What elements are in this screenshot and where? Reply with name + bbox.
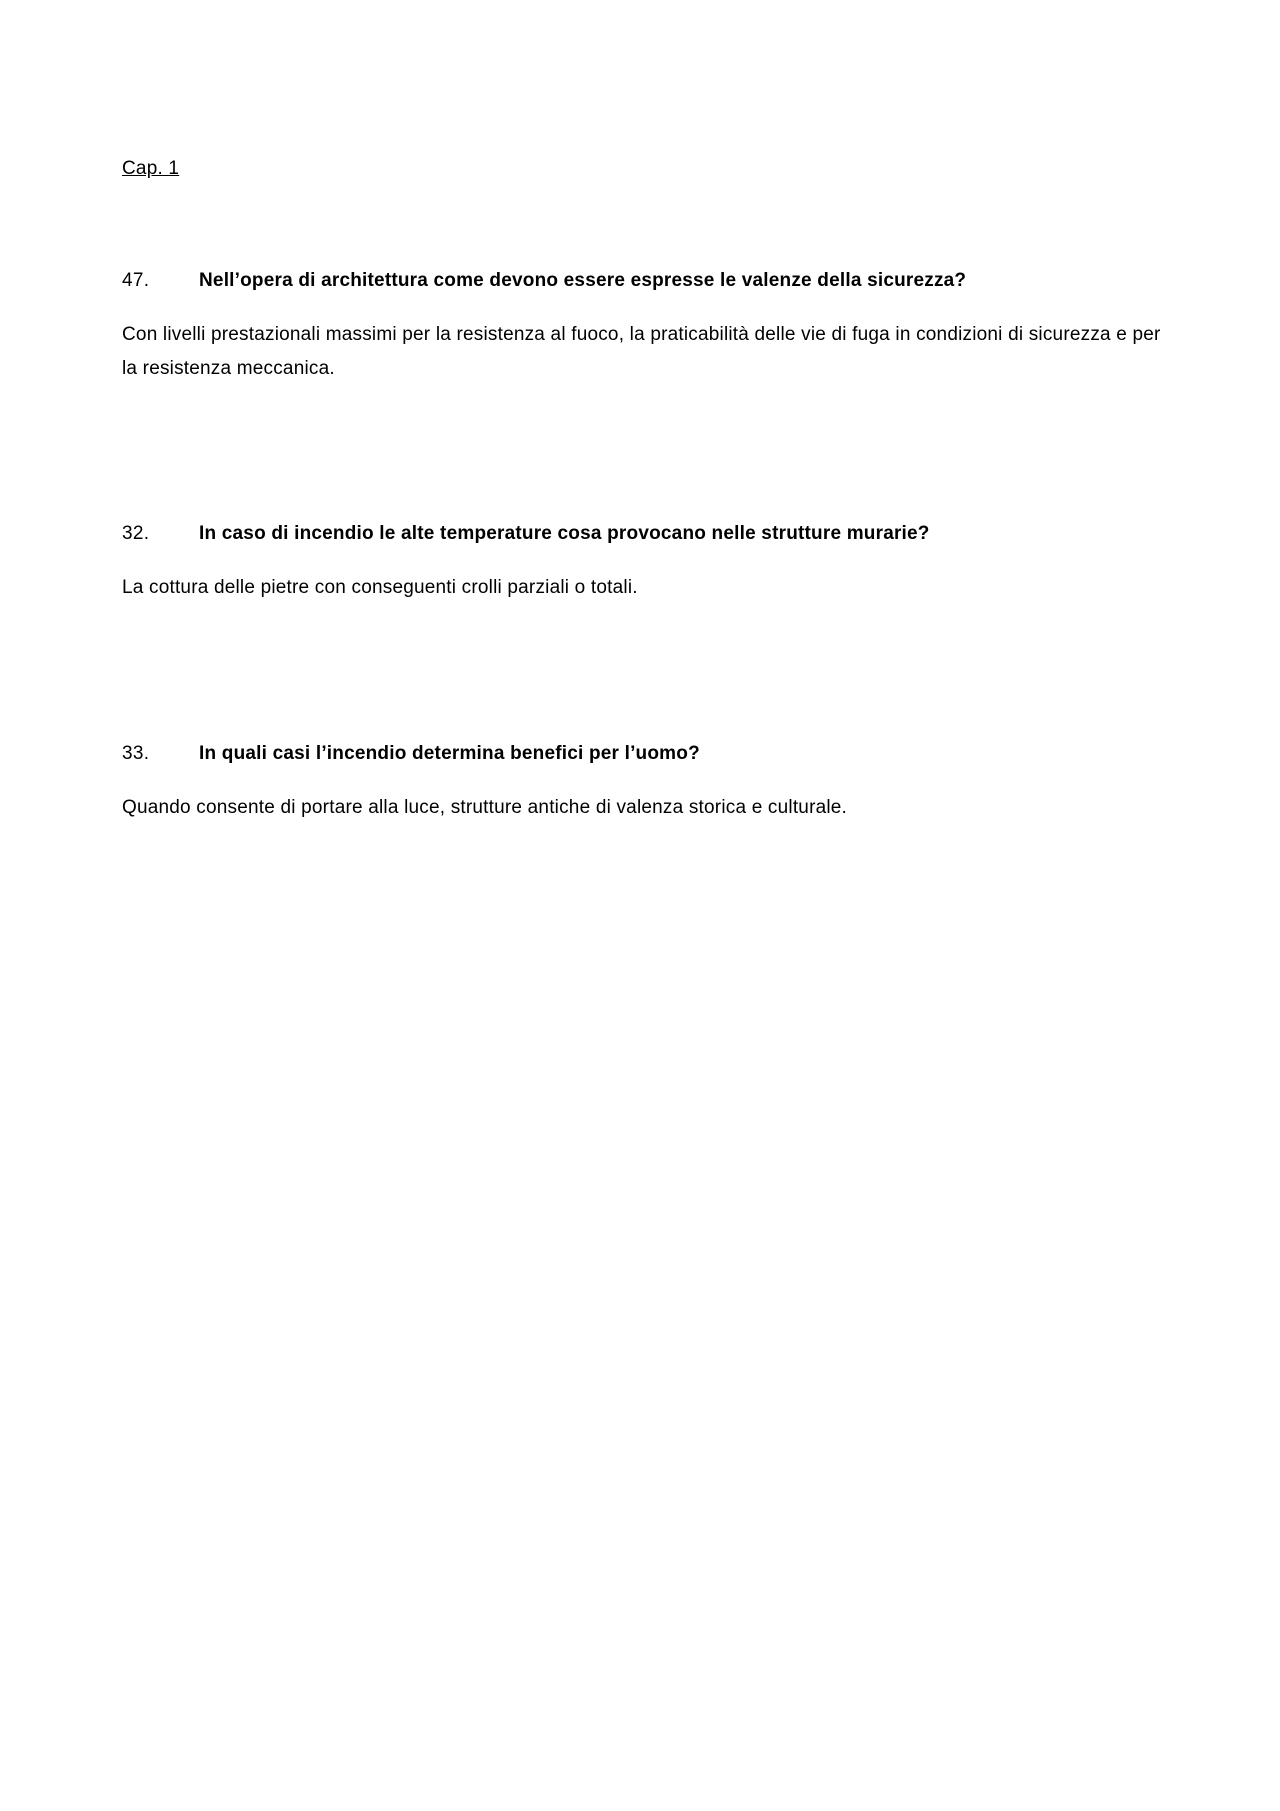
chapter-heading: Cap. 1	[122, 158, 180, 179]
answer-text: Quando consente di portare alla luce, strutture antiche di valenza storica e culturale.	[122, 797, 848, 818]
question-text: Nell’opera di architettura come devono essere espresse le valenze della sicurezza?	[199, 270, 967, 291]
question-line	[122, 269, 1167, 293]
question-number: 47.	[122, 270, 150, 291]
question-text: In caso di incendio le alte temperature cosa provocano nelle strutture murarie?	[199, 523, 930, 544]
qa-item	[122, 522, 1167, 605]
qa-item	[122, 269, 1167, 386]
question-number: 32.	[122, 523, 150, 544]
question-text: In quali casi l’incendio determina benefici per l’uomo?	[199, 743, 700, 764]
question-line	[122, 522, 1167, 546]
qa-item	[122, 742, 1167, 825]
question-line	[122, 742, 1167, 766]
answer-text: Con livelli prestazionali massimi per la resistenza al fuoco, la praticabilità delle vie di fuga in condizioni di sicurezza e per la resistenza meccanica.	[122, 324, 1161, 379]
question-number: 33.	[122, 743, 150, 764]
answer-text: La cottura delle pietre con conseguenti crolli parziali o totali.	[122, 577, 638, 598]
